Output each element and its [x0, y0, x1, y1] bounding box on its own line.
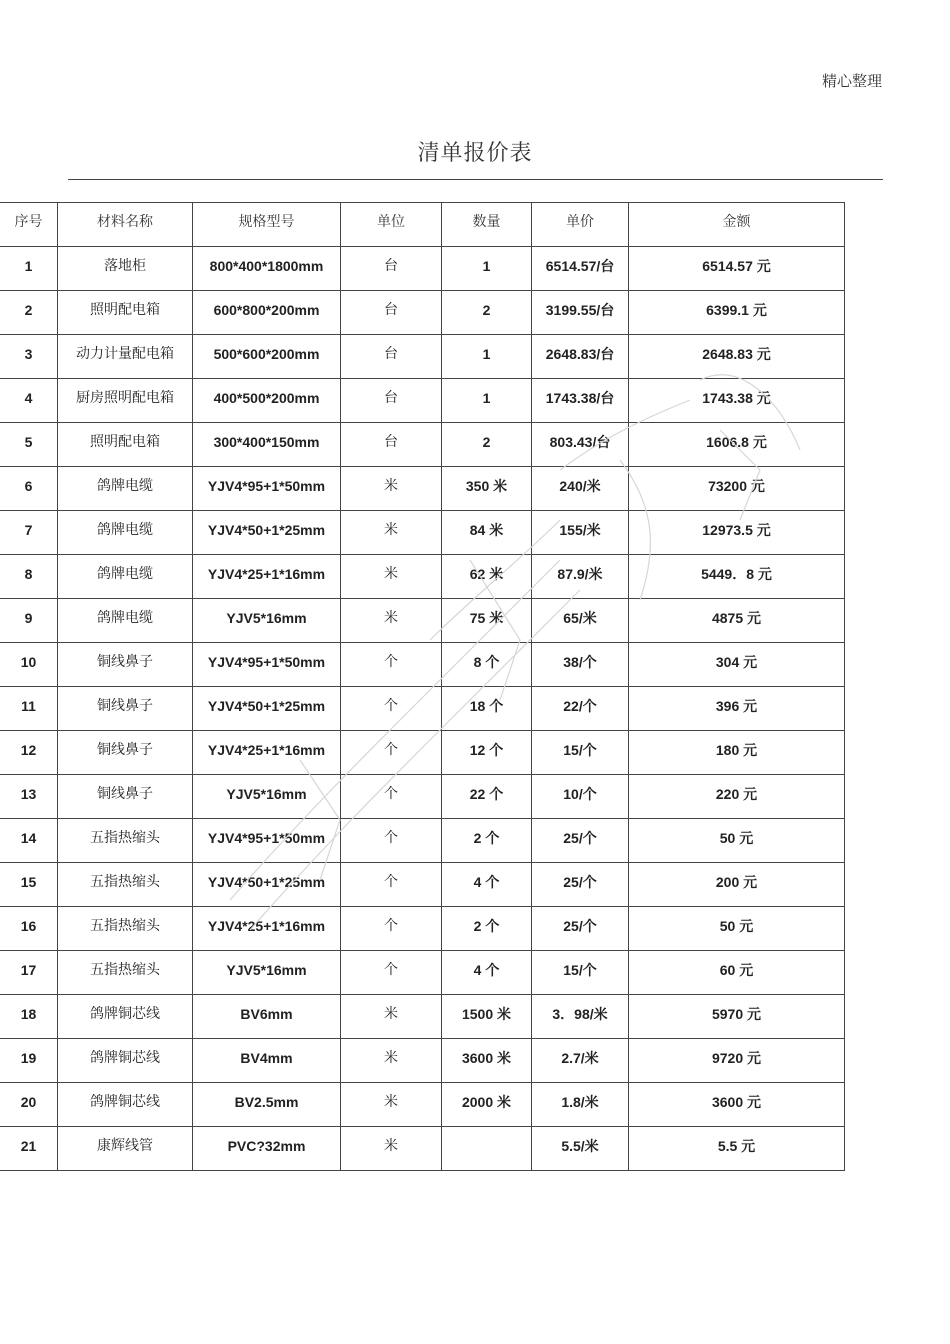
- cell-quantity: 2: [442, 291, 532, 335]
- cell-amount: 9720 元: [629, 1039, 845, 1083]
- cell-unit: 台: [341, 379, 442, 423]
- cell-unit-price: 10/个: [532, 775, 629, 819]
- cell-quantity: 1: [442, 379, 532, 423]
- cell-row-number: 10: [0, 643, 58, 687]
- cell-amount: 5970 元: [629, 995, 845, 1039]
- cell-material-name: 鸽牌铜芯线: [58, 1083, 193, 1127]
- cell-quantity: 1: [442, 247, 532, 291]
- cell-row-number: 4: [0, 379, 58, 423]
- cell-unit: 个: [341, 863, 442, 907]
- cell-spec-model: BV2.5mm: [193, 1083, 341, 1127]
- table-row: [0, 643, 845, 687]
- cell-quantity: 18 个: [442, 687, 532, 731]
- cell-unit: 米: [341, 555, 442, 599]
- cell-amount: 304 元: [629, 643, 845, 687]
- cell-amount: 5449．8 元: [629, 555, 845, 599]
- cell-material-name: 五指热缩头: [58, 907, 193, 951]
- cell-unit-price: 2648.83/台: [532, 335, 629, 379]
- cell-row-number: 15: [0, 863, 58, 907]
- col-header-price: 单价: [532, 203, 629, 247]
- cell-material-name: 五指热缩头: [58, 863, 193, 907]
- cell-row-number: 9: [0, 599, 58, 643]
- cell-row-number: 5: [0, 423, 58, 467]
- table-row: [0, 511, 845, 555]
- cell-spec-model: BV6mm: [193, 995, 341, 1039]
- table-row: [0, 291, 845, 335]
- cell-row-number: 14: [0, 819, 58, 863]
- cell-spec-model: YJV4*50+1*25mm: [193, 511, 341, 555]
- cell-row-number: 2: [0, 291, 58, 335]
- table-row: [0, 1083, 845, 1127]
- cell-unit: 个: [341, 643, 442, 687]
- cell-spec-model: YJV5*16mm: [193, 775, 341, 819]
- cell-row-number: 12: [0, 731, 58, 775]
- table-row: [0, 775, 845, 819]
- cell-material-name: 鸽牌电缆: [58, 511, 193, 555]
- cell-material-name: 照明配电箱: [58, 423, 193, 467]
- cell-row-number: 7: [0, 511, 58, 555]
- cell-unit-price: 25/个: [532, 819, 629, 863]
- cell-spec-model: YJV4*95+1*50mm: [193, 467, 341, 511]
- cell-amount: 3600 元: [629, 1083, 845, 1127]
- table-row: [0, 1039, 845, 1083]
- cell-row-number: 6: [0, 467, 58, 511]
- table-header-row: [0, 203, 845, 247]
- col-header-spec: 规格型号: [193, 203, 341, 247]
- cell-spec-model: YJV4*25+1*16mm: [193, 555, 341, 599]
- cell-quantity: 22 个: [442, 775, 532, 819]
- table-row: [0, 863, 845, 907]
- cell-unit: 个: [341, 687, 442, 731]
- table-row: [0, 951, 845, 995]
- cell-spec-model: YJV4*50+1*25mm: [193, 687, 341, 731]
- cell-material-name: 动力计量配电箱: [58, 335, 193, 379]
- cell-amount: 50 元: [629, 819, 845, 863]
- table-row: [0, 247, 845, 291]
- cell-material-name: 厨房照明配电箱: [58, 379, 193, 423]
- cell-quantity: 12 个: [442, 731, 532, 775]
- cell-quantity: 1: [442, 335, 532, 379]
- cell-unit: 米: [341, 467, 442, 511]
- cell-unit: 米: [341, 599, 442, 643]
- cell-material-name: 铜线鼻子: [58, 643, 193, 687]
- cell-unit-price: 1.8/米: [532, 1083, 629, 1127]
- cell-amount: 60 元: [629, 951, 845, 995]
- cell-unit-price: 5.5/米: [532, 1127, 629, 1171]
- cell-spec-model: YJV4*50+1*25mm: [193, 863, 341, 907]
- cell-amount: 50 元: [629, 907, 845, 951]
- cell-material-name: 五指热缩头: [58, 951, 193, 995]
- cell-spec-model: 500*600*200mm: [193, 335, 341, 379]
- cell-material-name: 鸽牌铜芯线: [58, 1039, 193, 1083]
- cell-row-number: 19: [0, 1039, 58, 1083]
- cell-unit-price: 22/个: [532, 687, 629, 731]
- cell-unit-price: 65/米: [532, 599, 629, 643]
- cell-amount: 12973.5 元: [629, 511, 845, 555]
- cell-amount: 1743.38 元: [629, 379, 845, 423]
- table-row: [0, 379, 845, 423]
- cell-unit-price: 25/个: [532, 907, 629, 951]
- cell-unit: 个: [341, 775, 442, 819]
- cell-amount: 396 元: [629, 687, 845, 731]
- table-row: [0, 423, 845, 467]
- cell-unit: 台: [341, 291, 442, 335]
- cell-spec-model: PVC?32mm: [193, 1127, 341, 1171]
- col-header-qty: 数量: [442, 203, 532, 247]
- cell-unit-price: 15/个: [532, 951, 629, 995]
- cell-material-name: 铜线鼻子: [58, 775, 193, 819]
- cell-amount: 1606.8 元: [629, 423, 845, 467]
- cell-quantity: 2: [442, 423, 532, 467]
- cell-material-name: 铜线鼻子: [58, 731, 193, 775]
- cell-unit: 米: [341, 995, 442, 1039]
- cell-row-number: 16: [0, 907, 58, 951]
- cell-amount: 200 元: [629, 863, 845, 907]
- cell-spec-model: YJV5*16mm: [193, 599, 341, 643]
- table-row: [0, 555, 845, 599]
- cell-quantity: 3600 米: [442, 1039, 532, 1083]
- cell-spec-model: YJV4*25+1*16mm: [193, 907, 341, 951]
- cell-unit: 个: [341, 731, 442, 775]
- cell-unit: 个: [341, 819, 442, 863]
- cell-unit: 米: [341, 1083, 442, 1127]
- cell-spec-model: 600*800*200mm: [193, 291, 341, 335]
- cell-material-name: 铜线鼻子: [58, 687, 193, 731]
- cell-row-number: 17: [0, 951, 58, 995]
- cell-quantity: 1500 米: [442, 995, 532, 1039]
- quote-table: [0, 202, 845, 1171]
- cell-unit-price: 3．98/米: [532, 995, 629, 1039]
- cell-amount: 2648.83 元: [629, 335, 845, 379]
- cell-quantity: 75 米: [442, 599, 532, 643]
- cell-row-number: 21: [0, 1127, 58, 1171]
- cell-unit-price: 240/米: [532, 467, 629, 511]
- page-title: 清单报价表: [417, 141, 533, 166]
- title-divider: [68, 179, 883, 180]
- header-note: 精心整理: [821, 72, 882, 90]
- cell-row-number: 20: [0, 1083, 58, 1127]
- cell-material-name: 五指热缩头: [58, 819, 193, 863]
- cell-amount: 4875 元: [629, 599, 845, 643]
- cell-unit-price: 87.9/米: [532, 555, 629, 599]
- cell-row-number: 1: [0, 247, 58, 291]
- cell-unit-price: 15/个: [532, 731, 629, 775]
- cell-unit: 台: [341, 335, 442, 379]
- cell-spec-model: YJV5*16mm: [193, 951, 341, 995]
- col-header-unit: 单位: [341, 203, 442, 247]
- col-header-no: 序号: [0, 203, 58, 247]
- cell-row-number: 8: [0, 555, 58, 599]
- cell-quantity: 62 米: [442, 555, 532, 599]
- cell-amount: 6399.1 元: [629, 291, 845, 335]
- cell-amount: 6514.57 元: [629, 247, 845, 291]
- cell-quantity: [442, 1127, 532, 1171]
- cell-unit-price: 6514.57/台: [532, 247, 629, 291]
- cell-material-name: 鸽牌电缆: [58, 555, 193, 599]
- cell-unit-price: 3199.55/台: [532, 291, 629, 335]
- cell-quantity: 4 个: [442, 951, 532, 995]
- cell-amount: 73200 元: [629, 467, 845, 511]
- cell-unit: 个: [341, 951, 442, 995]
- cell-row-number: 3: [0, 335, 58, 379]
- cell-material-name: 鸽牌电缆: [58, 467, 193, 511]
- cell-unit: 台: [341, 423, 442, 467]
- cell-spec-model: YJV4*95+1*50mm: [193, 819, 341, 863]
- cell-unit: 米: [341, 1127, 442, 1171]
- cell-quantity: 84 米: [442, 511, 532, 555]
- table-row: [0, 687, 845, 731]
- table-row: [0, 995, 845, 1039]
- cell-unit-price: 25/个: [532, 863, 629, 907]
- cell-material-name: 照明配电箱: [58, 291, 193, 335]
- col-header-amount: 金额: [629, 203, 845, 247]
- cell-amount: 180 元: [629, 731, 845, 775]
- cell-row-number: 18: [0, 995, 58, 1039]
- cell-spec-model: YJV4*25+1*16mm: [193, 731, 341, 775]
- cell-unit: 台: [341, 247, 442, 291]
- cell-amount: 220 元: [629, 775, 845, 819]
- cell-quantity: 2000 米: [442, 1083, 532, 1127]
- cell-quantity: 4 个: [442, 863, 532, 907]
- cell-unit-price: 803.43/台: [532, 423, 629, 467]
- cell-spec-model: 300*400*150mm: [193, 423, 341, 467]
- table-row: [0, 599, 845, 643]
- cell-unit-price: 1743.38/台: [532, 379, 629, 423]
- cell-unit-price: 38/个: [532, 643, 629, 687]
- cell-unit-price: 155/米: [532, 511, 629, 555]
- cell-unit: 米: [341, 511, 442, 555]
- cell-material-name: 落地柜: [58, 247, 193, 291]
- cell-quantity: 350 米: [442, 467, 532, 511]
- cell-spec-model: YJV4*95+1*50mm: [193, 643, 341, 687]
- table-row: [0, 1127, 845, 1171]
- table-row: [0, 731, 845, 775]
- cell-quantity: 8 个: [442, 643, 532, 687]
- cell-material-name: 鸽牌电缆: [58, 599, 193, 643]
- cell-quantity: 2 个: [442, 907, 532, 951]
- cell-unit-price: 2.7/米: [532, 1039, 629, 1083]
- cell-unit: 米: [341, 1039, 442, 1083]
- table-row: [0, 467, 845, 511]
- table-row: [0, 335, 845, 379]
- cell-material-name: 康辉线管: [58, 1127, 193, 1171]
- col-header-name: 材料名称: [58, 203, 193, 247]
- cell-quantity: 2 个: [442, 819, 532, 863]
- cell-material-name: 鸽牌铜芯线: [58, 995, 193, 1039]
- cell-row-number: 11: [0, 687, 58, 731]
- cell-unit: 个: [341, 907, 442, 951]
- table-row: [0, 819, 845, 863]
- cell-row-number: 13: [0, 775, 58, 819]
- cell-spec-model: 800*400*1800mm: [193, 247, 341, 291]
- cell-spec-model: 400*500*200mm: [193, 379, 341, 423]
- table-row: [0, 907, 845, 951]
- cell-spec-model: BV4mm: [193, 1039, 341, 1083]
- cell-amount: 5.5 元: [629, 1127, 845, 1171]
